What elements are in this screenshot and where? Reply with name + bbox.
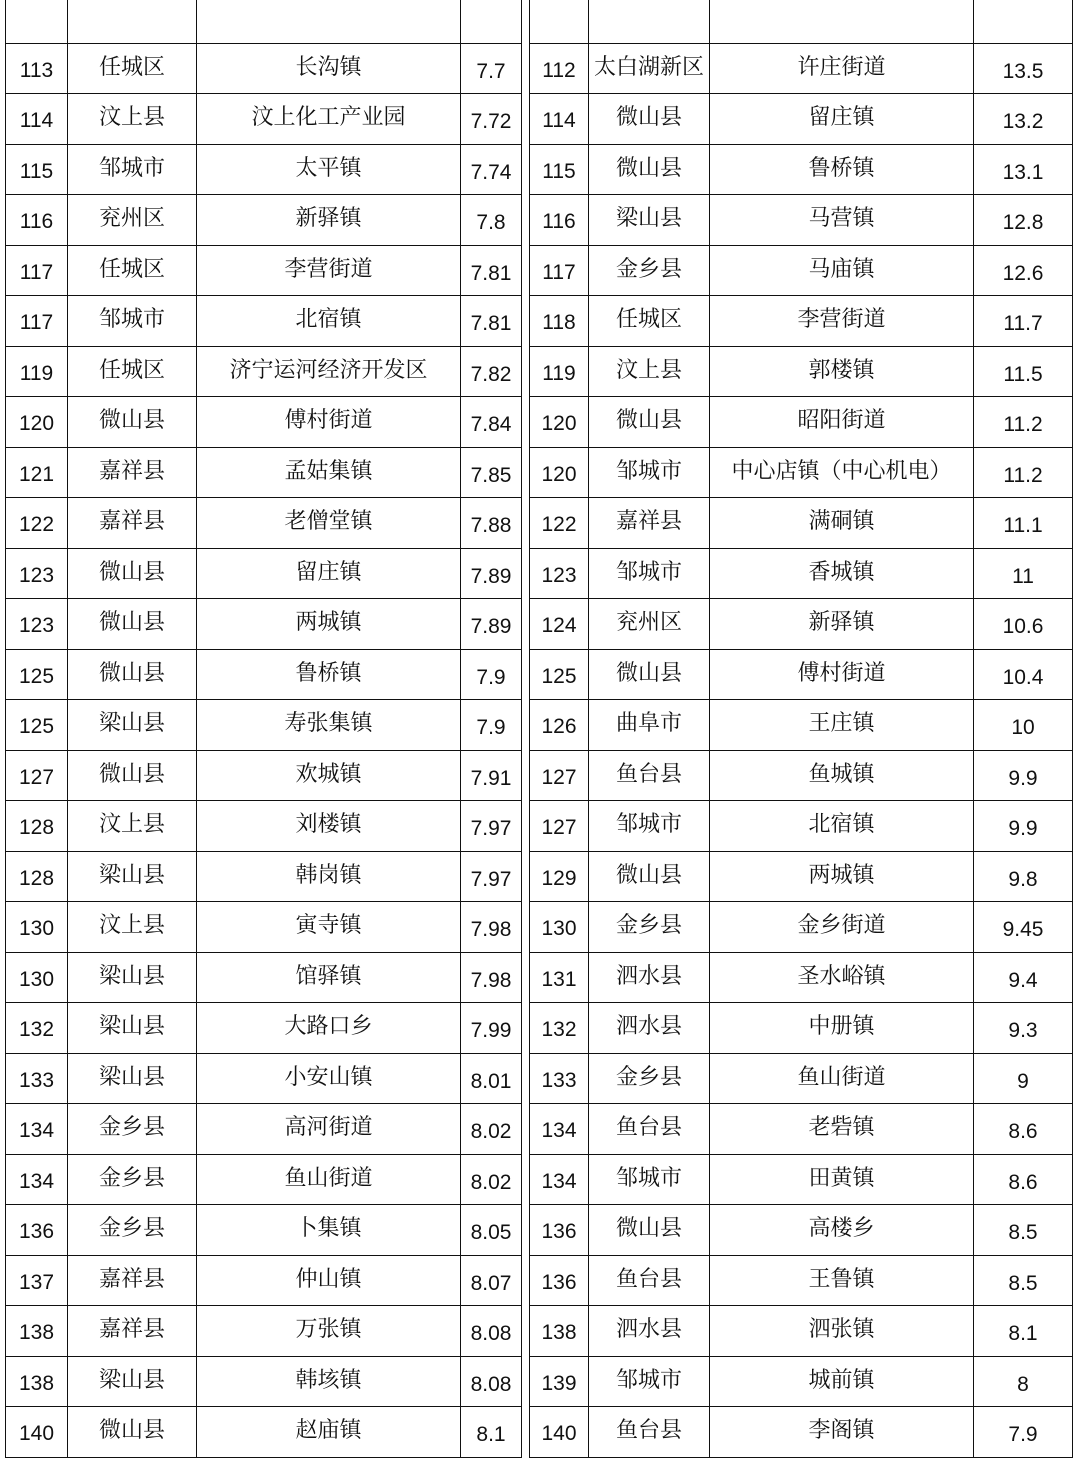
- table-row: [530, 1053, 1073, 1104]
- county-cell: 金乡县: [68, 1205, 197, 1256]
- value-cell: 7.81: [461, 296, 522, 347]
- county-cell: 太白湖新区: [589, 43, 710, 94]
- value-cell: 9.9: [974, 801, 1073, 852]
- town-cell: 中册镇: [710, 1003, 974, 1054]
- rank-cell: 136: [530, 1205, 589, 1256]
- county-cell: 邹城市: [589, 1356, 710, 1407]
- table-row: [6, 1154, 522, 1205]
- town-cell: 赵庙镇: [197, 1407, 461, 1458]
- table-row: [6, 144, 522, 195]
- county-cell: 梁山县: [68, 1003, 197, 1054]
- town-cell: 留庄镇: [197, 548, 461, 599]
- rank-cell: 119: [530, 346, 589, 397]
- town-cell: 鱼城镇: [710, 750, 974, 801]
- town-cell: 香城镇: [710, 548, 974, 599]
- table-row: [6, 801, 522, 852]
- town-cell: 新驿镇: [197, 195, 461, 246]
- table-row: [6, 952, 522, 1003]
- value-cell: 7.85: [461, 447, 522, 498]
- rank-cell: 134: [6, 1104, 68, 1155]
- table-row: [530, 94, 1073, 145]
- left-ranking-table: [5, 0, 522, 1458]
- town-cell: 鲁桥镇: [197, 649, 461, 700]
- town-cell: 寿张集镇: [197, 700, 461, 751]
- county-cell: 任城区: [68, 346, 197, 397]
- value-cell: 7.9: [461, 700, 522, 751]
- county-cell: 泗水县: [589, 1003, 710, 1054]
- value-cell: 8.01: [461, 1053, 522, 1104]
- rank-cell: 134: [6, 1154, 68, 1205]
- table-row: [530, 397, 1073, 448]
- town-cell: 长沟镇: [197, 43, 461, 94]
- town-cell: 圣水峪镇: [710, 952, 974, 1003]
- town-cell: 王庄镇: [710, 700, 974, 751]
- county-cell: 金乡县: [68, 1104, 197, 1155]
- rank-cell: 132: [6, 1003, 68, 1054]
- rank-cell: 133: [530, 1053, 589, 1104]
- value-cell: 7.89: [461, 599, 522, 650]
- county-cell: 梁山县: [589, 195, 710, 246]
- county-cell: 邹城市: [68, 144, 197, 195]
- town-cell: 李营街道: [197, 245, 461, 296]
- county-cell: 任城区: [68, 43, 197, 94]
- value-cell: 7.82: [461, 346, 522, 397]
- value-cell: 11.2: [974, 397, 1073, 448]
- table-row: [6, 902, 522, 953]
- town-cell: [710, 0, 974, 43]
- county-cell: 鱼台县: [589, 750, 710, 801]
- rank-cell: 128: [6, 851, 68, 902]
- rank-cell: 134: [530, 1104, 589, 1155]
- town-cell: 王鲁镇: [710, 1255, 974, 1306]
- rank-cell: 138: [6, 1356, 68, 1407]
- rank-cell: 138: [6, 1306, 68, 1357]
- rank-cell: 132: [530, 1003, 589, 1054]
- value-cell: 9.9: [974, 750, 1073, 801]
- rank-cell: 126: [530, 700, 589, 751]
- rank-cell: 133: [6, 1053, 68, 1104]
- rank-cell: 123: [6, 599, 68, 650]
- value-cell: 12.8: [974, 195, 1073, 246]
- value-cell: 7.97: [461, 801, 522, 852]
- county-cell: 微山县: [589, 94, 710, 145]
- rank-cell: 112: [530, 43, 589, 94]
- table-row: [6, 649, 522, 700]
- county-cell: 邹城市: [68, 296, 197, 347]
- table-row: [6, 700, 522, 751]
- table-row: [530, 195, 1073, 246]
- value-cell: 8.02: [461, 1154, 522, 1205]
- county-cell: 微山县: [589, 397, 710, 448]
- table-row: [530, 649, 1073, 700]
- right-table-body: [530, 0, 1073, 1457]
- county-cell: 鱼台县: [589, 1104, 710, 1155]
- county-cell: 嘉祥县: [589, 498, 710, 549]
- table-row: [6, 447, 522, 498]
- town-cell: 寅寺镇: [197, 902, 461, 953]
- county-cell: 汶上县: [589, 346, 710, 397]
- town-cell: 留庄镇: [710, 94, 974, 145]
- county-cell: 微山县: [68, 599, 197, 650]
- town-cell: 两城镇: [197, 599, 461, 650]
- value-cell: 10.4: [974, 649, 1073, 700]
- county-cell: 泗水县: [589, 1306, 710, 1357]
- value-cell: 7.81: [461, 245, 522, 296]
- county-cell: 邹城市: [589, 1154, 710, 1205]
- town-cell: 鲁桥镇: [710, 144, 974, 195]
- value-cell: 9.45: [974, 902, 1073, 953]
- rank-cell: 129: [530, 851, 589, 902]
- value-cell: 12.6: [974, 245, 1073, 296]
- value-cell: 8.07: [461, 1255, 522, 1306]
- county-cell: 微山县: [68, 1407, 197, 1458]
- value-cell: 8.02: [461, 1104, 522, 1155]
- rank-cell: 125: [6, 649, 68, 700]
- rank-cell: 115: [6, 144, 68, 195]
- county-cell: 金乡县: [589, 245, 710, 296]
- town-cell: 许庄街道: [710, 43, 974, 94]
- town-cell: 李阁镇: [710, 1407, 974, 1458]
- town-cell: 老砦镇: [710, 1104, 974, 1155]
- table-row: [6, 851, 522, 902]
- town-cell: 昭阳街道: [710, 397, 974, 448]
- table-row: [6, 296, 522, 347]
- town-cell: [197, 0, 461, 43]
- table-row: [530, 447, 1073, 498]
- table-row: [6, 1356, 522, 1407]
- table-row: [6, 599, 522, 650]
- table-row: [6, 548, 522, 599]
- county-cell: 邹城市: [589, 801, 710, 852]
- rank-cell: 130: [6, 902, 68, 953]
- town-cell: 北宿镇: [197, 296, 461, 347]
- town-cell: 太平镇: [197, 144, 461, 195]
- value-cell: 7.72: [461, 94, 522, 145]
- county-cell: 嘉祥县: [68, 1306, 197, 1357]
- value-cell: 11.2: [974, 447, 1073, 498]
- rank-cell: 140: [6, 1407, 68, 1458]
- table-row: [6, 1205, 522, 1256]
- county-cell: 嘉祥县: [68, 498, 197, 549]
- county-cell: 金乡县: [589, 902, 710, 953]
- value-cell: 7.98: [461, 902, 522, 953]
- town-cell: 汶上化工产业园: [197, 94, 461, 145]
- town-cell: 金乡街道: [710, 902, 974, 953]
- rank-cell: 120: [530, 397, 589, 448]
- county-cell: 邹城市: [589, 447, 710, 498]
- town-cell: 仲山镇: [197, 1255, 461, 1306]
- table-row: [530, 851, 1073, 902]
- table-row: [6, 498, 522, 549]
- rank-cell: 138: [530, 1306, 589, 1357]
- county-cell: 梁山县: [68, 1053, 197, 1104]
- table-row: [530, 1255, 1073, 1306]
- county-cell: 曲阜市: [589, 700, 710, 751]
- table-row: [530, 801, 1073, 852]
- county-cell: 微山县: [68, 397, 197, 448]
- county-cell: 微山县: [68, 750, 197, 801]
- value-cell: 8: [974, 1356, 1073, 1407]
- county-cell: 梁山县: [68, 1356, 197, 1407]
- town-cell: 韩垓镇: [197, 1356, 461, 1407]
- value-cell: 7.97: [461, 851, 522, 902]
- table-row: [6, 43, 522, 94]
- table-row: [6, 346, 522, 397]
- right-ranking-table: [529, 0, 1073, 1458]
- rank-cell: 125: [530, 649, 589, 700]
- value-cell: 7.99: [461, 1003, 522, 1054]
- town-cell: 欢城镇: [197, 750, 461, 801]
- rank-cell: 121: [6, 447, 68, 498]
- table-row: [6, 94, 522, 145]
- town-cell: 中心店镇（中心机电）: [710, 447, 974, 498]
- table-row: [6, 1407, 522, 1458]
- rank-cell: 122: [6, 498, 68, 549]
- value-cell: 7.91: [461, 750, 522, 801]
- value-cell: 7.9: [974, 1407, 1073, 1458]
- rank-cell: 130: [6, 952, 68, 1003]
- table-row: [530, 902, 1073, 953]
- table-row: [530, 296, 1073, 347]
- table-row: [530, 1003, 1073, 1054]
- town-cell: 济宁运河经济开发区: [197, 346, 461, 397]
- table-row: [6, 1104, 522, 1155]
- value-cell: 11: [974, 548, 1073, 599]
- county-cell: 兖州区: [68, 195, 197, 246]
- rank-cell: 136: [6, 1205, 68, 1256]
- rank-cell: 115: [530, 144, 589, 195]
- value-cell: 10.6: [974, 599, 1073, 650]
- town-cell: 新驿镇: [710, 599, 974, 650]
- rank-cell: 116: [6, 195, 68, 246]
- table-row: [530, 599, 1073, 650]
- rank-cell: 137: [6, 1255, 68, 1306]
- town-cell: 高楼乡: [710, 1205, 974, 1256]
- rank-cell: 117: [6, 245, 68, 296]
- town-cell: 鱼山街道: [197, 1154, 461, 1205]
- table-row: [6, 397, 522, 448]
- rank-cell: 124: [530, 599, 589, 650]
- rank-cell: 127: [530, 750, 589, 801]
- county-cell: 任城区: [589, 296, 710, 347]
- rank-cell: 123: [530, 548, 589, 599]
- rank-cell: 119: [6, 346, 68, 397]
- town-cell: 韩岗镇: [197, 851, 461, 902]
- value-cell: 8.6: [974, 1104, 1073, 1155]
- county-cell: [589, 0, 710, 43]
- county-cell: 嘉祥县: [68, 1255, 197, 1306]
- table-row: [6, 750, 522, 801]
- rank-cell: 128: [6, 801, 68, 852]
- value-cell: 9.3: [974, 1003, 1073, 1054]
- county-cell: 泗水县: [589, 952, 710, 1003]
- rank-cell: 139: [530, 1356, 589, 1407]
- town-cell: 李营街道: [710, 296, 974, 347]
- table-row: [6, 0, 522, 43]
- table-row: [6, 1306, 522, 1357]
- table-row: [530, 346, 1073, 397]
- town-cell: 两城镇: [710, 851, 974, 902]
- county-cell: 汶上县: [68, 902, 197, 953]
- rank-cell: 130: [530, 902, 589, 953]
- rank-cell: 117: [530, 245, 589, 296]
- table-row: [6, 195, 522, 246]
- value-cell: 8.05: [461, 1205, 522, 1256]
- county-cell: 微山县: [589, 851, 710, 902]
- value-cell: 7.9: [461, 649, 522, 700]
- table-row: [530, 1356, 1073, 1407]
- table-row: [6, 1053, 522, 1104]
- town-cell: 馆驿镇: [197, 952, 461, 1003]
- rank-cell: 127: [6, 750, 68, 801]
- table-row: [530, 1104, 1073, 1155]
- town-cell: 傅村街道: [197, 397, 461, 448]
- value-cell: 9.8: [974, 851, 1073, 902]
- rank-cell: 123: [6, 548, 68, 599]
- table-row: [530, 0, 1073, 43]
- value-cell: 8.5: [974, 1255, 1073, 1306]
- table-row: [6, 245, 522, 296]
- value-cell: 9: [974, 1053, 1073, 1104]
- town-cell: 泗张镇: [710, 1306, 974, 1357]
- town-cell: 刘楼镇: [197, 801, 461, 852]
- county-cell: 微山县: [68, 548, 197, 599]
- county-cell: 微山县: [589, 1205, 710, 1256]
- town-cell: 马营镇: [710, 195, 974, 246]
- value-cell: 13.5: [974, 43, 1073, 94]
- value-cell: 11.5: [974, 346, 1073, 397]
- rank-cell: 140: [530, 1407, 589, 1458]
- table-row: [530, 750, 1073, 801]
- town-cell: 老僧堂镇: [197, 498, 461, 549]
- county-cell: 金乡县: [589, 1053, 710, 1104]
- value-cell: 7.74: [461, 144, 522, 195]
- table-row: [530, 43, 1073, 94]
- town-cell: 傅村街道: [710, 649, 974, 700]
- county-cell: 微山县: [589, 144, 710, 195]
- value-cell: 7.98: [461, 952, 522, 1003]
- rank-cell: 114: [6, 94, 68, 145]
- county-cell: 微山县: [589, 649, 710, 700]
- table-row: [6, 1003, 522, 1054]
- town-cell: 大路口乡: [197, 1003, 461, 1054]
- value-cell: 8.1: [461, 1407, 522, 1458]
- rank-cell: 117: [6, 296, 68, 347]
- rank-cell: 114: [530, 94, 589, 145]
- value-cell: 8.08: [461, 1306, 522, 1357]
- rank-cell: 116: [530, 195, 589, 246]
- county-cell: 邹城市: [589, 548, 710, 599]
- value-cell: 7.7: [461, 43, 522, 94]
- value-cell: 7.84: [461, 397, 522, 448]
- town-cell: 马庙镇: [710, 245, 974, 296]
- rank-cell: [6, 0, 68, 43]
- value-cell: 8.5: [974, 1205, 1073, 1256]
- table-row: [530, 1407, 1073, 1458]
- value-cell: 11.7: [974, 296, 1073, 347]
- table-row: [530, 245, 1073, 296]
- town-cell: 城前镇: [710, 1356, 974, 1407]
- rank-cell: 136: [530, 1255, 589, 1306]
- rank-cell: 122: [530, 498, 589, 549]
- rank-cell: 113: [6, 43, 68, 94]
- rank-cell: 120: [6, 397, 68, 448]
- rank-cell: 118: [530, 296, 589, 347]
- table-row: [530, 952, 1073, 1003]
- county-cell: 汶上县: [68, 94, 197, 145]
- county-cell: 金乡县: [68, 1154, 197, 1205]
- rank-cell: 131: [530, 952, 589, 1003]
- left-table-body: [6, 0, 522, 1457]
- value-cell: 13.1: [974, 144, 1073, 195]
- value-cell: 7.88: [461, 498, 522, 549]
- value-cell: [461, 0, 522, 43]
- county-cell: 兖州区: [589, 599, 710, 650]
- value-cell: 13.2: [974, 94, 1073, 145]
- county-cell: [68, 0, 197, 43]
- rank-cell: 127: [530, 801, 589, 852]
- table-row: [530, 1154, 1073, 1205]
- value-cell: [974, 0, 1073, 43]
- value-cell: 7.8: [461, 195, 522, 246]
- table-row: [530, 700, 1073, 751]
- value-cell: 7.89: [461, 548, 522, 599]
- value-cell: 8.1: [974, 1306, 1073, 1357]
- town-cell: 万张镇: [197, 1306, 461, 1357]
- town-cell: 北宿镇: [710, 801, 974, 852]
- table-row: [6, 1255, 522, 1306]
- value-cell: 8.6: [974, 1154, 1073, 1205]
- value-cell: 9.4: [974, 952, 1073, 1003]
- rank-cell: [530, 0, 589, 43]
- table-row: [530, 1306, 1073, 1357]
- county-cell: 鱼台县: [589, 1407, 710, 1458]
- table-row: [530, 144, 1073, 195]
- town-cell: 小安山镇: [197, 1053, 461, 1104]
- rank-cell: 120: [530, 447, 589, 498]
- table-row: [530, 548, 1073, 599]
- town-cell: 郭楼镇: [710, 346, 974, 397]
- county-cell: 汶上县: [68, 801, 197, 852]
- rank-cell: 125: [6, 700, 68, 751]
- county-cell: 嘉祥县: [68, 447, 197, 498]
- county-cell: 鱼台县: [589, 1255, 710, 1306]
- table-row: [530, 1205, 1073, 1256]
- rank-cell: 134: [530, 1154, 589, 1205]
- county-cell: 梁山县: [68, 851, 197, 902]
- value-cell: 10: [974, 700, 1073, 751]
- county-cell: 任城区: [68, 245, 197, 296]
- county-cell: 梁山县: [68, 700, 197, 751]
- town-cell: 田黄镇: [710, 1154, 974, 1205]
- value-cell: 11.1: [974, 498, 1073, 549]
- town-cell: 鱼山街道: [710, 1053, 974, 1104]
- county-cell: 梁山县: [68, 952, 197, 1003]
- town-cell: 高河街道: [197, 1104, 461, 1155]
- town-cell: 孟姑集镇: [197, 447, 461, 498]
- table-row: [530, 498, 1073, 549]
- town-cell: 满硐镇: [710, 498, 974, 549]
- county-cell: 微山县: [68, 649, 197, 700]
- town-cell: 卜集镇: [197, 1205, 461, 1256]
- value-cell: 8.08: [461, 1356, 522, 1407]
